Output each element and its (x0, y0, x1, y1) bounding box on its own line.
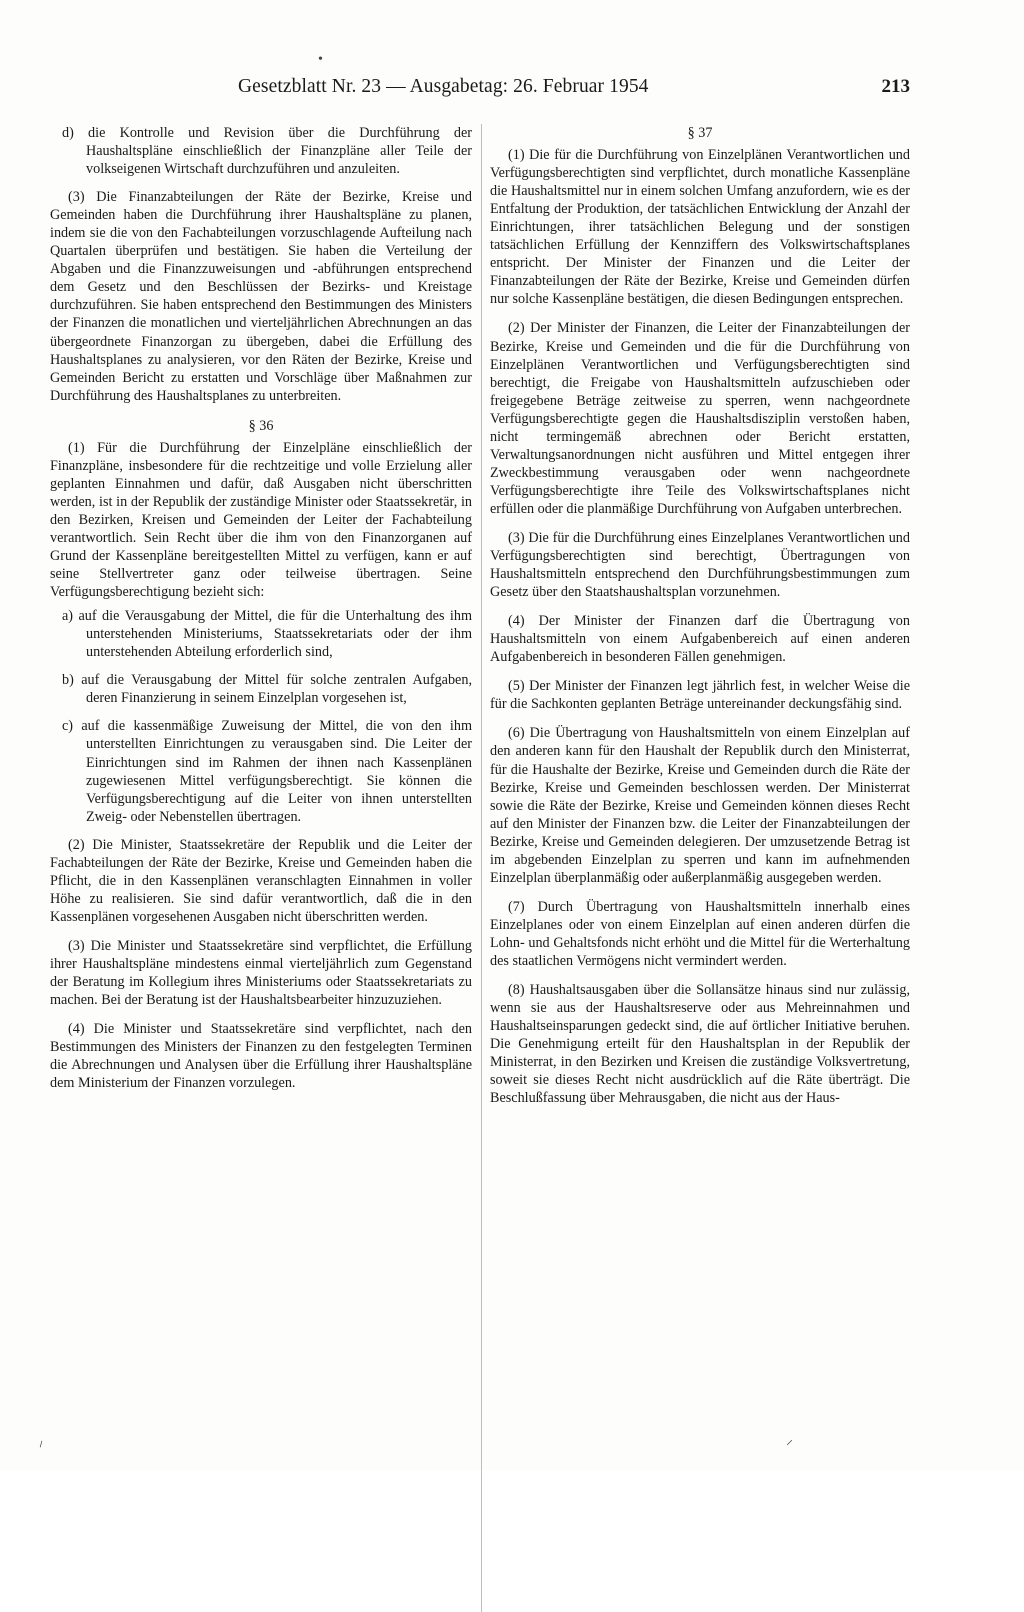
paragraph-36-3: (3) Die Minister und Staatssekretäre sind verpflichtet, die Erfüllung ihrer Haushaltspläne mindestens einmal vierteljährlich zum Gegenstand der Beratung im Kollegium ihres Ministeriums oder Staatssekretariats zu machen. Bei der Beratung ist der Haushaltsbearbeiter hinzuzuziehen. (50, 937, 472, 1009)
section-heading-36: § 36 (248, 417, 274, 434)
ink-speck-bottom-right: ⸝ (786, 1433, 793, 1448)
paragraph-37-2: (2) Der Minister der Finanzen, die Leiter der Finanzabteilungen der Bezirke, Kreise und Gemeinden und die für die Durchführung von Einzelplänen Verantwortlichen und Verfügungsberechtigten sind berechtigt, die Freigabe von Haushaltsmitteln aufzuschieben oder freigegebene Beträge zeitweise zu sperren, wenn nachgeordnete Verfügungsberechtigte gegen die Haushaltsdisziplin verstoßen haben, nicht termingemäß abrechnen oder Bericht erstatten, Verwaltungsanordnungen nicht ausführen und Mittel entgegen ihrer Zweckbestimmung verausgaben oder wenn nachgeordnete Verfügungsberechtigte ihre Teile des Volkswirtschaftsplanes nicht erfüllen oder die planmäßige Durchführung von Aufgaben unterbrechen. (490, 320, 910, 517)
page-number: 213 (881, 76, 910, 97)
ink-speck-bottom-left: ⸝ (33, 1434, 47, 1451)
paragraph-36-4: (4) Die Minister und Staatssekretäre sind verpflichtet, nach den Bestimmungen des Ministers der Finanzen zu den festgelegten Terminen die Abrechnungen und Analysen über die Erfüllung ihrer Haushaltspläne dem Ministerium der Finanzen vorzulegen. (50, 1021, 472, 1092)
column-divider (481, 124, 482, 1612)
paragraph-37-6: (6) Die Übertragung von Haushaltsmitteln von einem Einzelplan auf den anderen kann für den Haushalt der Republik durch den Ministerrat, für die Haushalte der Bezirke, Kreise und Gemeinden durch die Räte der Bezirke, Kreise und Gemeinden beschlossen werden. Der Ministerrat sowie die Räte der Bezirke, Kreise und Gemeinden können dieses Recht auf den Minister der Finanzen bzw. die Leiter der Finanzabteilungen der Bezirke, Kreise und Gemeinden delegieren. Der umzusetzende Betrag ist im abgebenden Einzelplan zu sperren und kann im aufnehmenden Einzelplan überplanmäßig oder außerplanmäßig ausgegeben werden. (490, 725, 910, 886)
right-column (490, 124, 910, 1118)
paragraph-37-8: (8) Haushaltsausgaben über die Sollansätze hinaus sind nur zulässig, wenn sie aus der Haushaltsreserve oder aus Mehreinnahmen und Haushaltseinsparungen gedeckt sind, die auf örtlicher Initiative beruhen. Die Genehmigung erteilt für den Haushaltsplan in der Republik der Ministerrat, in den Bezirken und Kreisen die zuständige Volksvertretung, soweit sie dieses Recht nicht ausdrücklich auf die Räte überträgt. Die Beschlußfassung über Mehrausgaben, die nicht aus der Haus- (490, 982, 910, 1107)
paragraph-37-3: (3) Die für die Durchführung eines Einzelplanes Verantwortlichen und Verfügungsberechtigten sind berechtigt, Übertragungen von Haushaltsmitteln entsprechend den Durchführungsbestimmungen zum Gesetz über den Staatshaushaltsplan vorzunehmen. (490, 529, 910, 601)
left-column (50, 124, 472, 1103)
ink-speck-top: • (318, 52, 323, 67)
section-heading-37: § 37 (687, 125, 713, 141)
header-title: Gesetzblatt Nr. 23 — Ausgabetag: 26. Februar 1954 (238, 76, 649, 97)
item-a: a) auf die Verausgabung der Mittel, die für die Unterhaltung des ihm unterstehenden Ministeriums, Staatssekretariats oder der ihm unterstehenden Abteilung erforderlich sind, (62, 608, 472, 661)
paragraph-35-3: (3) Die Finanzabteilungen der Räte der Bezirke, Kreise und Gemeinden haben die Durchführung ihrer Haushaltspläne zu planen, indem sie die von den Fachabteilungen vorzuschlagende Aufteilung nach Quartalen überprüfen und bestätigen. Sie haben die Verteilung der Abgaben und die Finanzzuweisungen und -abführungen entsprechend dem Gesetz und den Beschlüssen der Bezirks- und Kreistage durchzuführen. Sie haben entsprechend den Bestimmungen des Ministers der Finanzen die monatlichen und vierteljährlichen Abrechnungen an das übergeordnete Finanzorgan zu übergeben, dabei die Erfüllung des Haushaltsplanes zu analysieren, vor den Räten der Bezirke, Kreise und Gemeinden Bericht zu erstatten und Vorschläge über Maßnahmen zur Durchführung des Haushaltsplanes zu unterbreiten. (50, 189, 472, 404)
paragraph-37-7: (7) Durch Übertragung von Haushaltsmitteln innerhalb eines Einzelplanes oder von einem Einzelplan auf einen anderen dürfen die Lohn- und Gehaltsfonds nicht erhöht und die Mittel für die Werterhaltung des staatlichen Vermögens nicht vermindert werden. (490, 898, 910, 969)
paragraph-37-4: (4) Der Minister der Finanzen darf die Übertragung von Haushaltsmitteln von einem Aufgabenbereich auf einen anderen Aufgabenbereich in besonderen Fällen genehmigen. (490, 613, 910, 666)
paragraph-37-1: (1) Die für die Durchführung von Einzelplänen Verantwortlichen und Verfügungsberechtigten sind verpflichtet, durch monatliche Kassenpläne die Haushaltsmittel nur in einem solchen Umfang anzufordern, wie es der Entfaltung der Produktion, der tatsächlichen Entwicklung der Anzahl der Einrichtungen, ihrer tatsächlichen Belegung und der sonstigen tatsächlichen Erfüllung der Kennziffern des Volkswirtschaftsplanes entspricht. Der Minister der Finanzen und die Leiter der Finanzabteilungen der Räte der Bezirke, Kreise und Gemeinden dürfen nur solche Kassenpläne bestätigen, die diesen Bedingungen entsprechen. (490, 147, 910, 308)
page-header (238, 76, 910, 102)
paragraph-37-5: (5) Der Minister der Finanzen legt jährlich fest, in welcher Weise die für die Sachkonten geplanten Beträge untereinander deckungsfähig sind. (490, 678, 910, 713)
item-b: b) auf die Verausgabung der Mittel für solche zentralen Aufgaben, deren Finanzierung in seinem Einzelplan vorgesehen ist, (62, 672, 472, 707)
paragraph-36-2: (2) Die Minister, Staatssekretäre der Republik und die Leiter der Fachabteilungen der Räte der Bezirke, Kreise und Gemeinden haben die Pflicht, die in den Kassenplänen veranschlagten Einnahmen in voller Höhe zu realisieren. Sie sind dafür verantwortlich, daß die in den Kassenplänen vorgesehenen Ausgaben nicht überschritten werden. (50, 836, 472, 925)
item-c: c) auf die kassenmäßige Zuweisung der Mittel, die von den ihm unterstellten Einrichtungen zu verausgaben sind. Die Leiter der Einrichtungen sind im Rahmen der ihnen nach Kassenplänen zugewiesenen Mittel verfügungsberechtigt. Sie können die Verfügungsberechtigung auf die Leiter von ihnen unterstellten Zweig- oder Nebenstellen übertragen. (62, 718, 472, 825)
item-d: d) die Kontrolle und Revision über die Durchführung der Haushaltspläne einschließlich der Finanzpläne aller Teile der volkseigenen Wirtschaft durchzuführen und anzuleiten. (62, 125, 472, 178)
paragraph-36-1: (1) Für die Durchführung der Einzelpläne einschließlich der Finanzpläne, insbesondere für die rechtzeitige und volle Erzielung aller geplanten Einnahmen und dafür, daß Ausgaben nicht überschritten werden, ist in der Republik der zuständige Minister oder Staatssekretär, in den Bezirken, Kreisen und Gemeinden der Leiter der Fachabteilung verantwortlich. Sein Recht über die ihm von den Finanzorganen auf Grund der Kassenpläne bereitgestellten Mittel zu verfügen, kann er auf seine Stellvertreter ganz oder teilweise übertragen. Seine Verfügungsberechtigung bezieht sich: (50, 439, 472, 601)
